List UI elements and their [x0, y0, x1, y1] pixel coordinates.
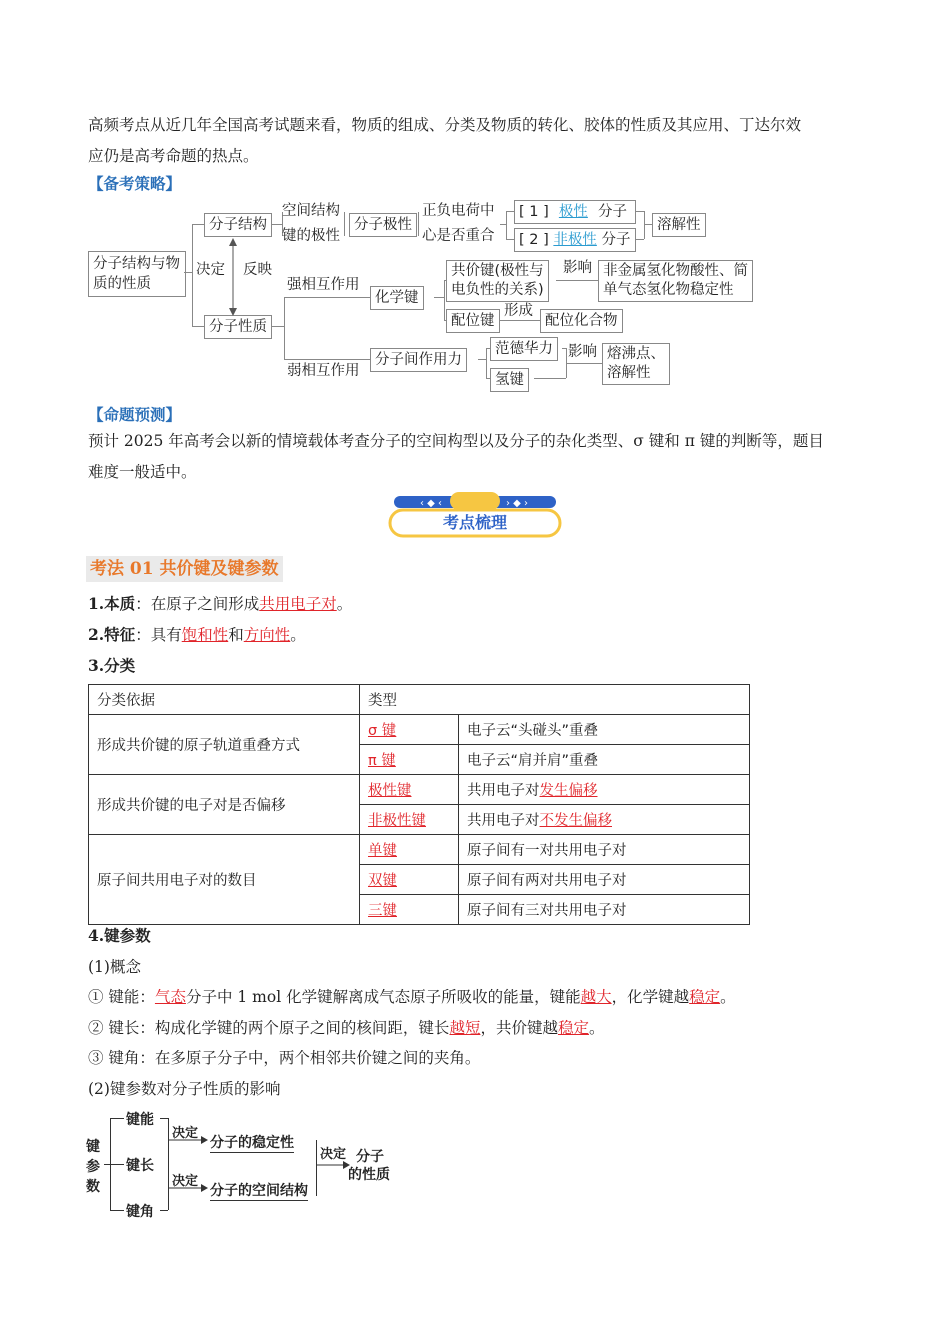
answer-text: 饱和性	[181, 626, 229, 644]
concept-energy	[88, 985, 736, 1007]
point-bond-params: 4.键参数	[88, 926, 151, 945]
arrow-right-icon	[316, 1160, 350, 1170]
node-length: 键长	[126, 1158, 154, 1174]
node-chemical-bond: 化学键	[370, 286, 424, 310]
point-essence	[88, 592, 352, 614]
point-label: 1.本质	[88, 594, 136, 613]
type-answer: 非极性键	[368, 813, 426, 829]
node-melting-point	[602, 343, 670, 385]
answer-text: 方向性	[243, 626, 291, 644]
desc-text: 电子云“头碰头”重叠	[467, 723, 599, 739]
connector	[192, 224, 193, 326]
classification-table	[88, 684, 750, 925]
desc-text: 原子间有三对共用电子对	[467, 903, 627, 919]
acidity-line-2: 单气态氢化物稳定性	[603, 282, 734, 298]
mp-line-1: 熔沸点、	[607, 346, 665, 362]
intro-line-1: 高频考点从近几年全国高考试题来看，物质的组成、分类及物质的转化、胶体的性质及其应用、丁达尔效	[88, 116, 802, 134]
connector	[534, 378, 566, 379]
table-header-type: 类型	[360, 685, 750, 715]
section-heading: 考法 01 共价键及键参数	[86, 556, 283, 582]
node-intermolecular: 分子间作用力	[370, 348, 467, 372]
node-spatial-structure: 分子的空间结构	[210, 1180, 308, 1201]
node-spatial: 空间结构	[282, 203, 340, 219]
table-desc-cell	[459, 775, 750, 805]
point-text: 。	[336, 595, 353, 613]
sub-concept: (1)概念	[88, 958, 141, 976]
desc-answer: 发生偏移	[539, 783, 598, 799]
node-property-line-1: 分子	[356, 1149, 384, 1165]
table-type-cell	[360, 745, 459, 775]
map-root: 分子结构与物质的性质	[88, 251, 186, 297]
table-type-cell	[360, 805, 459, 835]
node-center-overlap: 心是否重合	[422, 228, 495, 244]
concept-text: ，化学键越	[611, 988, 690, 1006]
connector	[192, 326, 204, 327]
connector	[110, 1164, 124, 1165]
node-property: 分子性质	[204, 315, 272, 339]
node-coord-compound: 配位化合物	[540, 309, 623, 333]
blank-number: [ 1 ]	[519, 204, 549, 220]
concept-angle: ③ 键角：在多原子分子中，两个相邻共价键之间的夹角。	[88, 1049, 481, 1067]
connector	[284, 297, 370, 298]
sub-influence: (2)键参数对分子性质的影响	[88, 1080, 281, 1098]
svg-text:‹ ◆ ‹: ‹ ◆ ‹	[420, 498, 443, 509]
desc-answer: 不发生偏移	[539, 813, 612, 829]
double-arrow-icon	[226, 238, 240, 316]
label-weak: 弱相互作用	[287, 363, 360, 379]
table-desc-cell	[459, 715, 750, 745]
desc-text: 电子云“肩并肩”重叠	[467, 753, 599, 769]
molecule-label: 分子	[601, 232, 631, 248]
connector	[644, 224, 652, 225]
concept-text: 。	[720, 988, 736, 1006]
node-charge-center: 正负电荷中	[422, 203, 495, 219]
forecast-line-2: 难度一般适中。	[88, 463, 197, 481]
concept-length	[88, 1016, 605, 1038]
connector	[272, 224, 282, 225]
connector	[506, 239, 514, 240]
table-group-shift: 形成共价键的电子对是否偏移	[89, 775, 360, 835]
strategy-heading: 【备考策略】	[88, 174, 182, 193]
table-type-cell	[360, 715, 459, 745]
desc-text: 原子间有两对共用电子对	[467, 873, 627, 889]
connector	[110, 1118, 124, 1119]
connector	[636, 239, 644, 240]
concept-text: 分子中 1 mol 化学键解离成气态原子所吸收的能量，键能	[185, 988, 581, 1006]
connector	[184, 272, 192, 273]
node-coord-bond: 配位键	[446, 309, 500, 333]
point-features	[88, 623, 306, 645]
point-text: 和	[228, 626, 244, 644]
node-structure: 分子结构	[204, 213, 272, 237]
intro-paragraph	[88, 110, 868, 172]
connector	[506, 211, 514, 212]
type-answer: 三键	[368, 903, 397, 919]
connector	[506, 211, 507, 239]
label-influence-2: 影响	[568, 344, 597, 360]
label-decide-3: 决定	[320, 1147, 347, 1162]
connector	[556, 280, 598, 281]
table-row	[89, 715, 750, 745]
table-group-overlap: 形成共价键的原子轨道重叠方式	[89, 715, 360, 775]
blank-answer: 非极性	[553, 232, 597, 248]
concept-text: 。	[588, 1019, 605, 1037]
label-decide-2: 决定	[172, 1174, 199, 1189]
node-stability: 分子的稳定性	[210, 1132, 294, 1153]
diagram-root: 键参数	[86, 1139, 100, 1195]
node-polar-molecule	[514, 200, 636, 224]
connector	[110, 1210, 124, 1211]
forecast-heading: 【命题预测】	[88, 405, 182, 424]
label-form: 形成	[504, 303, 533, 319]
covalent-line-2: 电负性的关系)	[451, 282, 544, 298]
desc-text: 共用电子对	[467, 813, 540, 829]
answer-text: 越短	[449, 1019, 481, 1037]
blank-number: [ 2 ]	[519, 232, 549, 248]
table-desc-cell	[459, 745, 750, 775]
type-answer: 单键	[368, 843, 397, 859]
label-strong: 强相互作用	[287, 277, 360, 293]
arrows-icon	[168, 1134, 208, 1200]
table-header-row	[89, 685, 750, 715]
table-type-cell	[360, 835, 459, 865]
connector	[644, 211, 645, 239]
table-header-basis: 分类依据	[89, 685, 360, 715]
table-desc-cell	[459, 865, 750, 895]
label-influence: 影响	[563, 260, 592, 276]
table-type-cell	[360, 895, 459, 925]
table-desc-cell	[459, 895, 750, 925]
type-answer: 极性键	[368, 783, 412, 799]
connector	[434, 297, 444, 298]
table-desc-cell	[459, 835, 750, 865]
type-answer: σ 键	[368, 723, 397, 739]
connector	[418, 212, 419, 236]
desc-text: 原子间有一对共用电子对	[467, 843, 627, 859]
forecast-line-1: 预计 2025 年高考会以新的情境载体考查分子的空间构型以及分子的杂化类型、σ 键和 π 键的判断等，题目	[88, 432, 824, 450]
point-label: 2.特征	[88, 625, 136, 644]
table-type-cell	[360, 865, 459, 895]
label-decide-1: 决定	[172, 1126, 199, 1141]
label-reflect: 反映	[243, 262, 272, 278]
answer-text: 稳定	[557, 1019, 589, 1037]
table-group-count: 原子间共用电子对的数目	[89, 835, 360, 925]
node-hbond: 氢键	[490, 368, 529, 392]
point-text: ：具有	[135, 626, 182, 644]
svg-text:› ◆ ›: › ◆ ›	[506, 498, 529, 509]
answer-text: 越大	[580, 988, 612, 1006]
point-text: ：在原子之间形成	[135, 595, 260, 613]
table-type-cell	[360, 775, 459, 805]
section-banner	[388, 490, 562, 538]
node-acidity	[598, 260, 753, 302]
mp-line-2: 溶解性	[607, 365, 651, 381]
connector	[344, 212, 345, 236]
concept-text: ① 键能：	[88, 988, 155, 1006]
label-decide: 决定	[196, 262, 225, 278]
connector	[160, 1118, 168, 1119]
node-molecular-polarity: 分子极性	[349, 213, 417, 237]
banner-title: 考点梳理	[442, 513, 507, 532]
node-bond-polarity: 键的极性	[282, 228, 340, 244]
covalent-line-1: 共价键(极性与	[451, 263, 544, 279]
desc-text: 共用电子对	[467, 783, 540, 799]
connector	[636, 211, 644, 212]
concept-text: ，共价键越	[480, 1019, 558, 1037]
acidity-line-1: 非金属氢化物酸性、简	[603, 263, 748, 279]
node-nonpolar-molecule	[514, 228, 636, 252]
connector	[444, 280, 445, 320]
connector	[284, 297, 285, 359]
node-energy: 键能	[126, 1112, 154, 1128]
node-covalent-bond	[446, 260, 549, 302]
node-angle: 键角	[126, 1204, 154, 1220]
concept-text: ② 键长：构成化学键的两个原子之间的核间距，键长	[88, 1019, 450, 1037]
type-answer: π 键	[368, 753, 396, 769]
point-text: 。	[290, 626, 306, 644]
forecast-paragraph	[88, 426, 868, 488]
intro-line-2: 应仍是高考命题的热点。	[88, 147, 259, 165]
connector	[566, 363, 602, 364]
table-row	[89, 775, 750, 805]
connector	[478, 359, 486, 360]
blank-answer: 极性	[558, 204, 588, 220]
connector	[272, 326, 284, 327]
table-row	[89, 835, 750, 865]
node-vdw: 范德华力	[490, 337, 558, 361]
answer-text: 稳定	[689, 988, 721, 1006]
connector	[192, 224, 204, 225]
connector	[486, 348, 487, 378]
molecule-label: 分子	[597, 204, 627, 220]
point-classification: 3.分类	[88, 656, 136, 675]
node-solubility: 溶解性	[652, 213, 706, 237]
connector	[160, 1210, 168, 1211]
table-desc-cell	[459, 805, 750, 835]
node-property-line-2: 的性质	[348, 1167, 390, 1183]
answer-text: 气态	[154, 988, 186, 1006]
type-answer: 双键	[368, 873, 397, 889]
answer-text: 共用电子对	[259, 595, 337, 613]
